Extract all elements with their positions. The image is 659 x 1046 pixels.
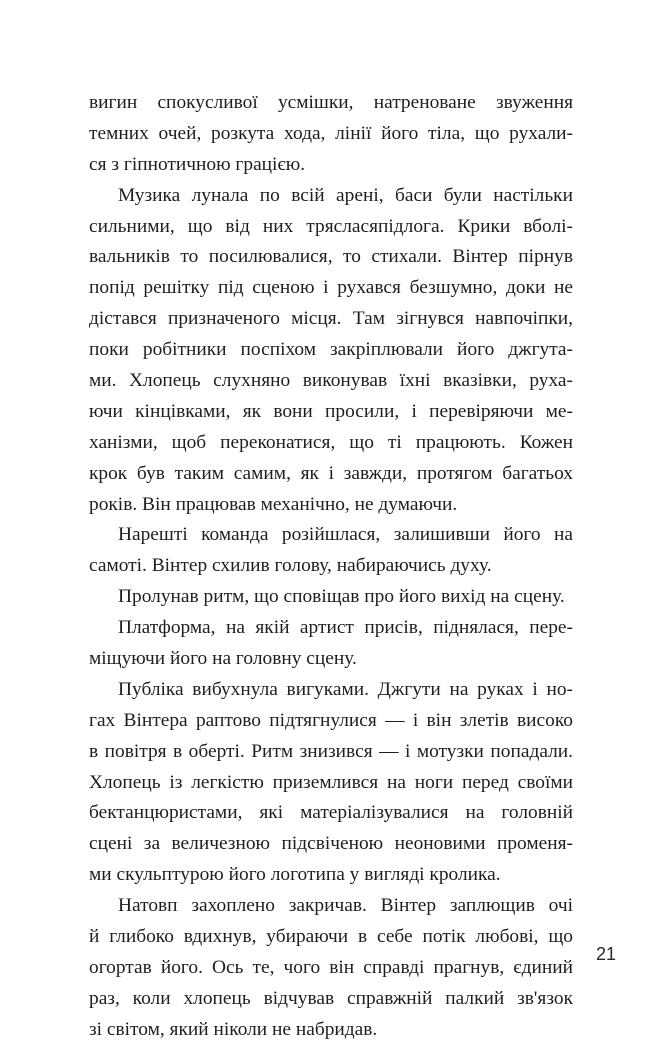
- text-line: ханізми, щоб переконатися, що ті працюють. Кожен: [89, 431, 573, 453]
- text-line: зі світом, який ніколи не набридав.: [89, 1018, 378, 1040]
- text-line: ючи кінцівками, як вони просили, і перевіряючи ме-: [89, 400, 573, 422]
- text-line: сильними, що від них трясласяпідлога. Крики вболі-: [89, 215, 573, 237]
- text-line: Нарешті команда розійшлася, залишивши його на: [118, 524, 573, 546]
- text-line: Платформа, на якій артист присів, піднялася, пере-: [118, 617, 573, 639]
- text-line: вальників то посилювалися, то стихали. Вінтер пірнув: [89, 246, 573, 268]
- text-line: років. Він працював механічно, не думаючи.: [89, 493, 458, 515]
- text-line: в повітря в оберті. Ритм знизився — і мотузки попадали.: [89, 740, 573, 762]
- text-line: самоті. Вінтер схилив голову, набираючись духу.: [89, 555, 492, 577]
- text-line: Публіка вибухнула вигуками. Джгути на руках і но-: [118, 678, 573, 700]
- text-line: раз, коли хлопець відчував справжній палкий зв'язок: [89, 987, 573, 1009]
- text-line: й глибоко вдихнув, убираючи в себе потік любові, що: [89, 926, 573, 948]
- text-line: Натовп захоплено закричав. Вінтер заплющив очі: [118, 895, 573, 917]
- text-line: попід решітку під сценою і рухався безшумно, доки не: [89, 277, 573, 299]
- text-line: Хлопець із легкістю приземлився на ноги перед своїми: [89, 771, 573, 793]
- text-line: вигин спокусливої усмішки, натреноване звуження: [89, 92, 573, 113]
- text-line: гах Вінтера раптово підтягнулися — і він злетів високо: [89, 709, 573, 731]
- paragraph: [89, 582, 573, 613]
- text-line: крок був таким самим, як і завжди, протягом багатьох: [89, 462, 573, 484]
- text-line: дістався призначеного місця. Там зігнувся навпочіпки,: [89, 308, 573, 330]
- text-line: темних очей, розкута хода, лінії його тіла, що рухали-: [89, 122, 573, 144]
- paragraph: [89, 613, 573, 675]
- paragraph: [89, 891, 573, 1045]
- text-line: ми скульптурою його логотипа у вигляді кролика.: [89, 864, 501, 886]
- paragraph: [89, 675, 573, 891]
- text-line: сцені за величезною підсвіченою неоновими променя-: [89, 833, 573, 855]
- text-line: міщуючи його на головну сцену.: [89, 648, 357, 670]
- text-line: огортав його. Ось те, чого він справді прагнув, єдиний: [89, 956, 573, 978]
- body-text: [89, 88, 573, 1046]
- text-line: бектанцюристами, які матеріалізувалися на головній: [89, 802, 573, 824]
- paragraph: [89, 520, 573, 582]
- text-line: Музика лунала по всій арені, баси були настільки: [118, 184, 573, 206]
- paragraph: [89, 88, 573, 181]
- page-number: 21: [595, 944, 616, 964]
- text-line: Пролунав ритм, що сповіщав про його вихід на сцену.: [118, 586, 565, 608]
- text-line: ми. Хлопець слухняно виконував їхні вказівки, руха-: [89, 370, 573, 392]
- text-line: ся з гіпнотичною грацією.: [89, 153, 306, 175]
- paragraph: [89, 181, 573, 521]
- text-line: поки робітники поспіхом закріплювали його джгута-: [89, 339, 573, 361]
